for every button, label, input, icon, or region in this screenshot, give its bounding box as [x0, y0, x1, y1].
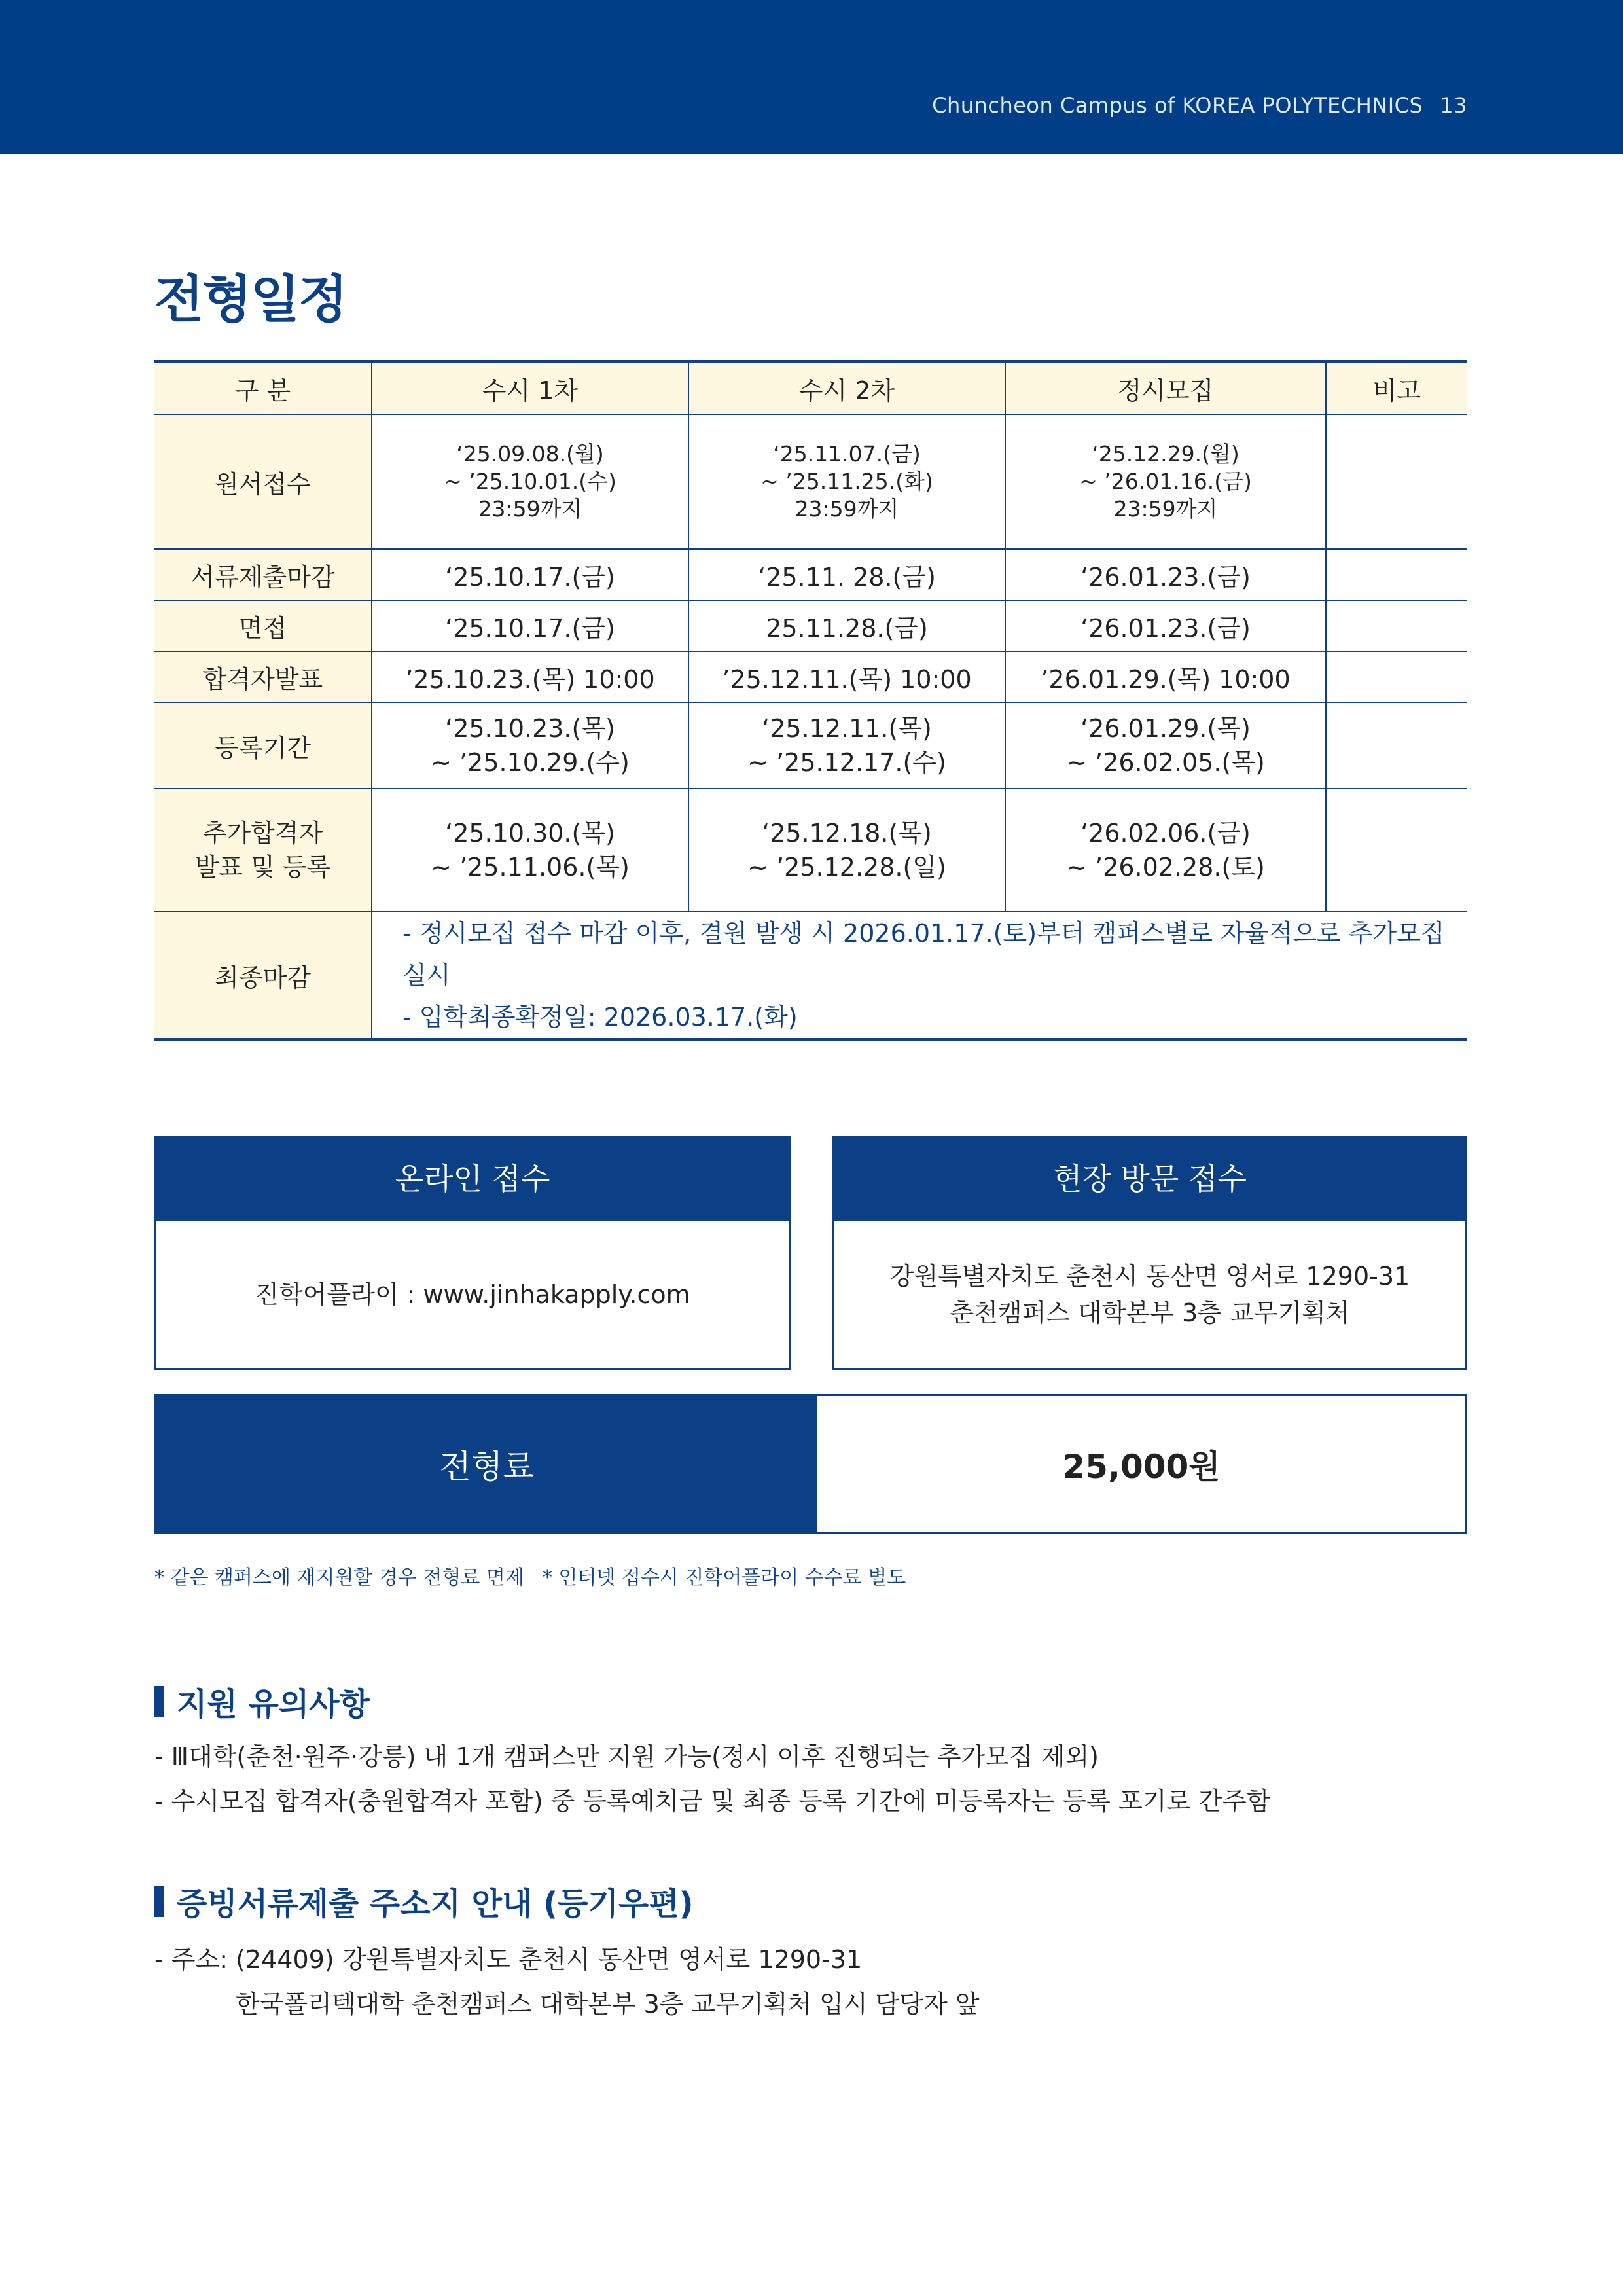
cell-application-early-1: [372, 414, 688, 549]
visit-application-body: [834, 1221, 1465, 1368]
row-additional-admission: [154, 789, 1467, 912]
online-application-box: [154, 1136, 791, 1370]
application-fee-value: 25,000원: [1062, 1448, 1221, 1486]
date-line: 23:59까지: [794, 496, 899, 522]
col-header-regular: 정시모집: [1005, 361, 1326, 414]
row-label-interview: 면접: [154, 600, 372, 651]
notice-heading: [154, 1679, 370, 1724]
cell-remarks: [1326, 600, 1467, 651]
fee-footnotes: [154, 1561, 906, 1590]
top-banner: [0, 0, 1623, 154]
date-line: ‘25.11.07.(금): [773, 441, 921, 467]
schedule-table: [154, 360, 1467, 1041]
col-header-early-2: 수시 2차: [688, 361, 1005, 414]
date-line: ~ ’26.02.05.(목): [1066, 748, 1265, 777]
final-deadline-notes: [372, 912, 1467, 1039]
date-line: ‘25.10.30.(목): [445, 819, 615, 848]
footnote: * 같은 캠퍼스에 재지원할 경우 전형료 면제: [154, 1566, 524, 1589]
date-line: ‘26.01.29.(목): [1080, 714, 1251, 743]
header-caption: [932, 93, 1467, 118]
col-header-remarks: 비고: [1326, 361, 1467, 414]
cell-additional-early-2: [688, 789, 1005, 912]
row-registration: [154, 702, 1467, 789]
row-label-documents-deadline: 서류제출마감: [154, 549, 372, 600]
date-line: 23:59까지: [478, 496, 582, 522]
row-label-announcement: 합격자발표: [154, 651, 372, 702]
cell-documents-early-2: ‘25.11. 28.(금): [688, 549, 1005, 600]
cell-announcement-early-1: ’25.10.23.(목) 10:00: [372, 651, 688, 702]
page-number: 13: [1440, 93, 1467, 118]
visit-application-title: 현장 방문 접수: [834, 1138, 1465, 1221]
row-label-additional-admission: [154, 789, 372, 912]
notice-title: 지원 유의사항: [177, 1686, 370, 1723]
date-line: ~ ’26.01.16.(금): [1079, 469, 1252, 494]
label-line: 추가합격자: [202, 819, 323, 848]
heading-bar-icon: [154, 1886, 164, 1917]
date-line: ‘25.12.18.(목): [762, 819, 932, 848]
cell-remarks: [1326, 702, 1467, 789]
row-announcement: [154, 651, 1467, 702]
section-title: 전형일정: [154, 270, 347, 329]
cell-remarks: [1326, 549, 1467, 600]
cell-additional-early-1: [372, 789, 688, 912]
date-line: ~ ’25.10.01.(수): [444, 469, 616, 494]
cell-announcement-regular: ’26.01.29.(목) 10:00: [1005, 651, 1326, 702]
note-line: - 정시모집 접수 마감 이후, 결원 발생 시 2026.01.17.(토)부터 캠퍼스별로 자율적으로 추가모집 실시: [402, 919, 1445, 990]
row-final-deadline: [154, 912, 1467, 1039]
notice-item: - Ⅲ대학(춘천·원주·강릉) 내 1개 캠퍼스만 지원 가능(정시 이후 진행되는 추가모집 제외): [154, 1742, 1099, 1771]
col-header-early-1: 수시 1차: [372, 361, 688, 414]
online-application-body: [156, 1221, 789, 1368]
visit-application-box: [832, 1136, 1467, 1370]
application-fee-label: 전형료: [156, 1396, 817, 1532]
date-line: ‘25.12.11.(목): [762, 714, 932, 743]
cell-interview-regular: ‘26.01.23.(금): [1005, 600, 1326, 651]
visit-address-line: 강원특별자치도 춘천시 동산면 영서로 1290-31: [889, 1261, 1410, 1291]
row-label-registration: 등록기간: [154, 702, 372, 789]
online-application-link[interactable]: 진학어플라이 : www.jinhakapply.com: [255, 1280, 690, 1309]
application-fee-box: [154, 1394, 1467, 1534]
cell-registration-early-2: [688, 702, 1005, 789]
date-line: ~ ’25.11.25.(화): [760, 469, 933, 494]
row-documents-deadline: [154, 549, 1467, 600]
cell-announcement-early-2: ’25.12.11.(목) 10:00: [688, 651, 1005, 702]
heading-bar-icon: [154, 1686, 164, 1717]
mailing-heading: [154, 1878, 694, 1924]
mailing-address: [154, 1937, 980, 2026]
row-label-final-deadline: 최종마감: [154, 912, 372, 1039]
note-line: - 입학최종확정일: 2026.03.17.(화): [402, 1003, 798, 1031]
online-application-title: 온라인 접수: [156, 1138, 789, 1221]
campus-name: Chuncheon Campus of KOREA POLYTECHNICS: [932, 93, 1423, 118]
cell-interview-early-2: 25.11.28.(금): [688, 600, 1005, 651]
date-line: ~ ’25.11.06.(목): [431, 853, 630, 882]
label-line: 발표 및 등록: [194, 853, 331, 882]
cell-documents-regular: ‘26.01.23.(금): [1005, 549, 1326, 600]
date-line: ~ ’26.02.28.(토): [1066, 853, 1265, 882]
cell-remarks: [1326, 414, 1467, 549]
mailing-address-line: 한국폴리텍대학 춘천캠퍼스 대학본부 3층 교무기획처 입시 담당자 앞: [236, 1990, 980, 2018]
date-line: ‘25.12.29.(월): [1092, 441, 1240, 467]
row-label-application: 원서접수: [154, 414, 372, 549]
cell-interview-early-1: ‘25.10.17.(금): [372, 600, 688, 651]
mailing-title: 증빙서류제출 주소지 안내 (등기우편): [177, 1886, 694, 1922]
date-line: ~ ’25.12.17.(수): [747, 748, 946, 777]
row-application: [154, 414, 1467, 549]
notice-item: - 수시모집 합격자(충원합격자 포함) 중 등록예치금 및 최종 등록 기간에 미등록자는 등록 포기로 간주함: [154, 1787, 1271, 1816]
date-line: ~ ’25.12.28.(일): [747, 853, 946, 882]
cell-remarks: [1326, 789, 1467, 912]
notice-list: [154, 1734, 1270, 1823]
cell-registration-early-1: [372, 702, 688, 789]
cell-remarks: [1326, 651, 1467, 702]
row-interview: [154, 600, 1467, 651]
cell-registration-regular: [1005, 702, 1326, 789]
cell-documents-early-1: ‘25.10.17.(금): [372, 549, 688, 600]
date-line: ~ ’25.10.29.(수): [431, 748, 630, 777]
col-header-category: 구 분: [154, 361, 372, 414]
mailing-address-line: - 주소: (24409) 강원특별자치도 춘천시 동산면 영서로 1290-31: [154, 1945, 863, 1974]
cell-application-early-2: [688, 414, 1005, 549]
date-line: ‘25.09.08.(월): [456, 441, 604, 467]
cell-application-regular: [1005, 414, 1326, 549]
footnote: * 인터넷 접수시 진학어플라이 수수료 별도: [542, 1566, 906, 1589]
date-line: ‘25.10.23.(목): [445, 714, 615, 743]
date-line: ‘26.02.06.(금): [1080, 819, 1251, 848]
cell-additional-regular: [1005, 789, 1326, 912]
schedule-header-row: [154, 361, 1467, 414]
date-line: 23:59까지: [1113, 496, 1218, 522]
visit-address-line: 춘천캠퍼스 대학본부 3층 교무기획처: [950, 1298, 1350, 1327]
